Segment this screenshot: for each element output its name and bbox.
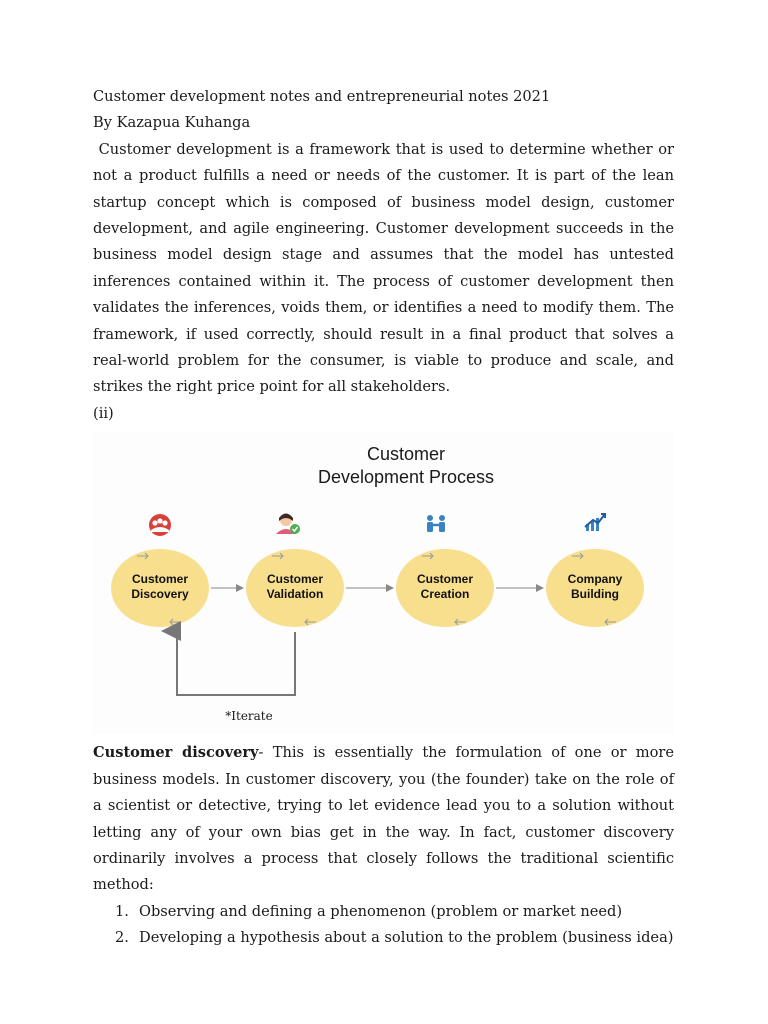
diagram-title-line2: Development Process <box>317 467 495 488</box>
list-item <box>93 899 674 925</box>
stage-2-label-line1: Customer <box>266 572 324 587</box>
stage-3-label-line1: Customer <box>416 572 474 587</box>
document-title: Customer development notes and entrepreneurial notes 2021 <box>93 88 551 105</box>
customer-development-diagram <box>93 432 674 734</box>
iterate-label: *Iterate <box>225 709 273 724</box>
discovery-steps-list <box>93 899 674 952</box>
intro-paragraph: Customer development is a framework that is used to determine whether or not a product fulfills a need or needs of the customer. It is part of the lean startup concept which is composed of business model design, customer development, and agile engineering. Customer development succeeds in the business model design stage and assumes that the model has untested inferences contained within it. The process of customer development then validates the inferences, voids them, or identifies a need to modify them. The framework, if used correctly, should result in a final product that solves a real-world problem for the consumer, is viable to produce and scale, and strikes the right price point for all stakeholders. <box>93 140 679 396</box>
stage-1-label-line2: Discovery <box>131 587 189 602</box>
stage-2-label-line2: Validation <box>266 587 324 602</box>
list-item-number: 2. <box>115 929 129 947</box>
stage-4-label-line2: Building <box>571 587 619 602</box>
stage-3-label-line2: Creation <box>420 587 470 602</box>
document-page <box>93 84 679 952</box>
team-icon <box>149 514 171 536</box>
diagram-title-line1: Customer <box>366 444 446 465</box>
discovery-text: - This is essentially the formulation of one or more business models. In customer discovery, you (the founder) take on the role of a scientist or detective, trying to let evidence lead you to a solution without letting any of your own bias get in the way. In fact, customer discovery ordinarily involves a process that closely follows the traditional scientific method: <box>93 744 674 894</box>
stage-1-label-line1: Customer <box>131 572 189 587</box>
list-item <box>93 925 674 951</box>
discovery-term: Customer discovery <box>93 744 259 762</box>
list-item-text: Observing and defining a phenomenon (problem or market need) <box>139 902 623 920</box>
document-author: By Kazapua Kuhanga <box>93 114 251 132</box>
list-item-text: Developing a hypothesis about a solution to the problem (business idea) <box>139 929 674 947</box>
list-item-number: 1. <box>115 902 129 920</box>
section-marker: (ii) <box>93 404 114 422</box>
discovery-paragraph <box>93 740 674 898</box>
stage-4-label-line1: Company <box>567 572 623 587</box>
